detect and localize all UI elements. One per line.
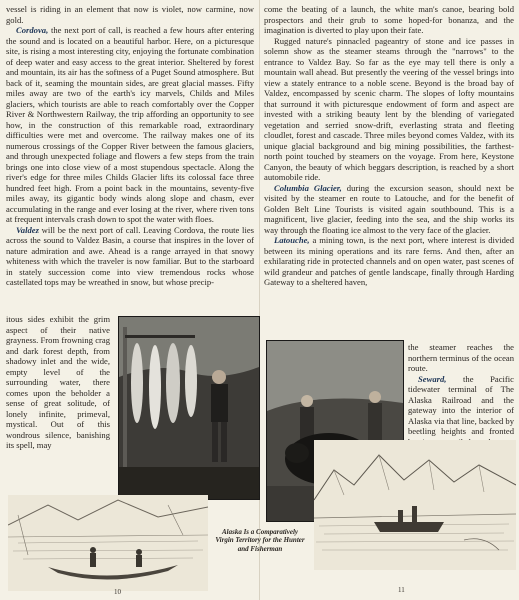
left-column-text xyxy=(6,4,254,314)
ship-mountains-sketch xyxy=(314,440,516,570)
fisherman-photo xyxy=(118,316,260,500)
paragraph xyxy=(264,183,514,236)
paragraph-lead: Latouche, xyxy=(274,235,310,245)
paragraph xyxy=(264,4,514,36)
paragraph xyxy=(6,4,254,25)
ship-mountains-sketch-image xyxy=(314,440,516,570)
paragraph-body: the steamer reaches the northern terminus of the ocean route. xyxy=(408,342,514,373)
page-gutter xyxy=(259,0,260,600)
page-number-right: 11 xyxy=(398,586,405,594)
paragraph xyxy=(6,25,254,225)
paragraph-lead: Valdez xyxy=(16,224,39,235)
paragraph xyxy=(264,235,514,288)
paragraph-body: vessel is riding in an element that now is violet, now carmine, now gold. xyxy=(6,4,254,25)
photo-caption: Alaska Is a Comparatively Virgin Territory for the Hunter and Fisherman xyxy=(215,528,305,553)
paragraph xyxy=(264,36,514,183)
canoe-sketch xyxy=(8,495,208,591)
paragraph xyxy=(6,225,254,288)
paragraph-body: during the excursion season, should next be visited by the steamer en route to Latouche, and for the benefit of Golden Belt Line Tourists is visited again southbound. This is a magnificent, live glacier, feeding into the sea, and the ship works its way through the floating ice almost to the very face of the glacier. xyxy=(264,182,514,235)
paragraph-lead: Seward, xyxy=(418,373,447,384)
paragraph-body: the Pacific tidewater terminal of The Alaska Railroad and the gateway into the interior of Alaska via that line, backed by beetling heights and fronted xyxy=(408,373,514,436)
paragraph-body: will be the next port of call. Leaving Cordova, the route lies across the sound to Valdez Basin, a course that inspires in the lover of nature admiration and awe. Ahead is a range arrayed in that snowy whiteness with which the traveler is now familiar. But to the starboard in stately succession come into view tremendous rocks whose castellated tops may be wreathed in snow, but whose precip- xyxy=(6,224,254,287)
paragraph-lead: Columbia Glacier, xyxy=(274,182,342,193)
paragraph-body: a mining town, is the next port, where interest is divided between its mining operations and its rare ferns. And then, after an exhilarating ride in protected channels and on open water, past scenes of wild grandeur and patches of gentle landscape, finally through Harding Gateway to a sheltered haven, xyxy=(264,235,514,287)
paragraph xyxy=(408,342,514,374)
right-column-text xyxy=(264,4,514,342)
paragraph-body: Rugged nature's pinnacled pageantry of stone and ice passes in solemn show as the steamer steams through the "narrows" to the entrance to Valdez Bay. So far as the eye may tell there is only a mountain wall ahead. But presently the veering of the vessel brings into view a stately entrance to a noble scene. Beyond is the broad bay of Valdez, encompassed by scenic charm. The slopes of lofty mountains that surround it with picturesque endowment of form and aspect are invested with a striking beauty lent by the blending of variegated vegetation and serried snow-drift, everlasting strata and fleeting cloudlet, forest and cascade. Three miles beyond comes Valdez, with its unique glacial background and big mining possibilities, the farthest-north point touched by steamers on the voyage. From here, Keystone Canyon, the beauty of which beggars description, is reached by a short automobile ride. xyxy=(264,35,514,182)
paragraph-body: the next port of call, is reached a few hours after entering the sound and is located on a beautiful harbor. Here, on a picturesque site, is rising a most interesting city, enjoying the fortunate combination of deep water and easy access to the great interior. Sheltered by forest and mountain, its air has the softness of a Puget Sound atmosphere. But back of it, seaming the mountain sides, are great glacial masses. Fifty miles away are two of the earth's icy marvels, Childs and Miles glaciers, which tourists are able to reach comfortably over the Copper River & Northwestern Railway, the trip affording an opportunity to see how, in the construction of this remarkable road, extraordinary difficulties were met and overcome. The railway makes one of its numerous crossings of the Copper River between the famous glaciers, and through unexpected foliage and flowers a few steps from the train brings one into close view of a most stupendous spectacle. Along the river's edge for three miles Childs Glacier lifts its colossal face three hundred feet high. From a point back in the mountains, seventy-five miles away, its gigantic body winds along slope and chasm, ever accumulating in the range and ever losing at the river, where riven tons at frequent intervals crash down to spot the water with floes. xyxy=(6,25,254,224)
fisherman-photo-image xyxy=(119,317,259,499)
canoe-sketch-image xyxy=(8,495,208,591)
paragraph-body: come the beating of a launch, the white man's canoe, bearing bold prospectors and their grub to some hoped-for bonanza, and the imagination is diverted to play upon their fate. xyxy=(264,4,514,35)
left-narrow-column-text xyxy=(6,314,110,492)
paragraph-body: itous sides exhibit the grim aspect of their native grayness. From frowning crag and dark forest depth, from shadowy inlet and the wide, empty level of the surrounding water, there comes upon the beholder a sense of great solitude, of lonely infinite, primeval, mystical. Out of this wondrous silence, banishing its spell, may xyxy=(6,314,110,450)
page-number-left: 10 xyxy=(114,588,121,596)
paragraph-lead: Cordova, xyxy=(16,25,49,35)
